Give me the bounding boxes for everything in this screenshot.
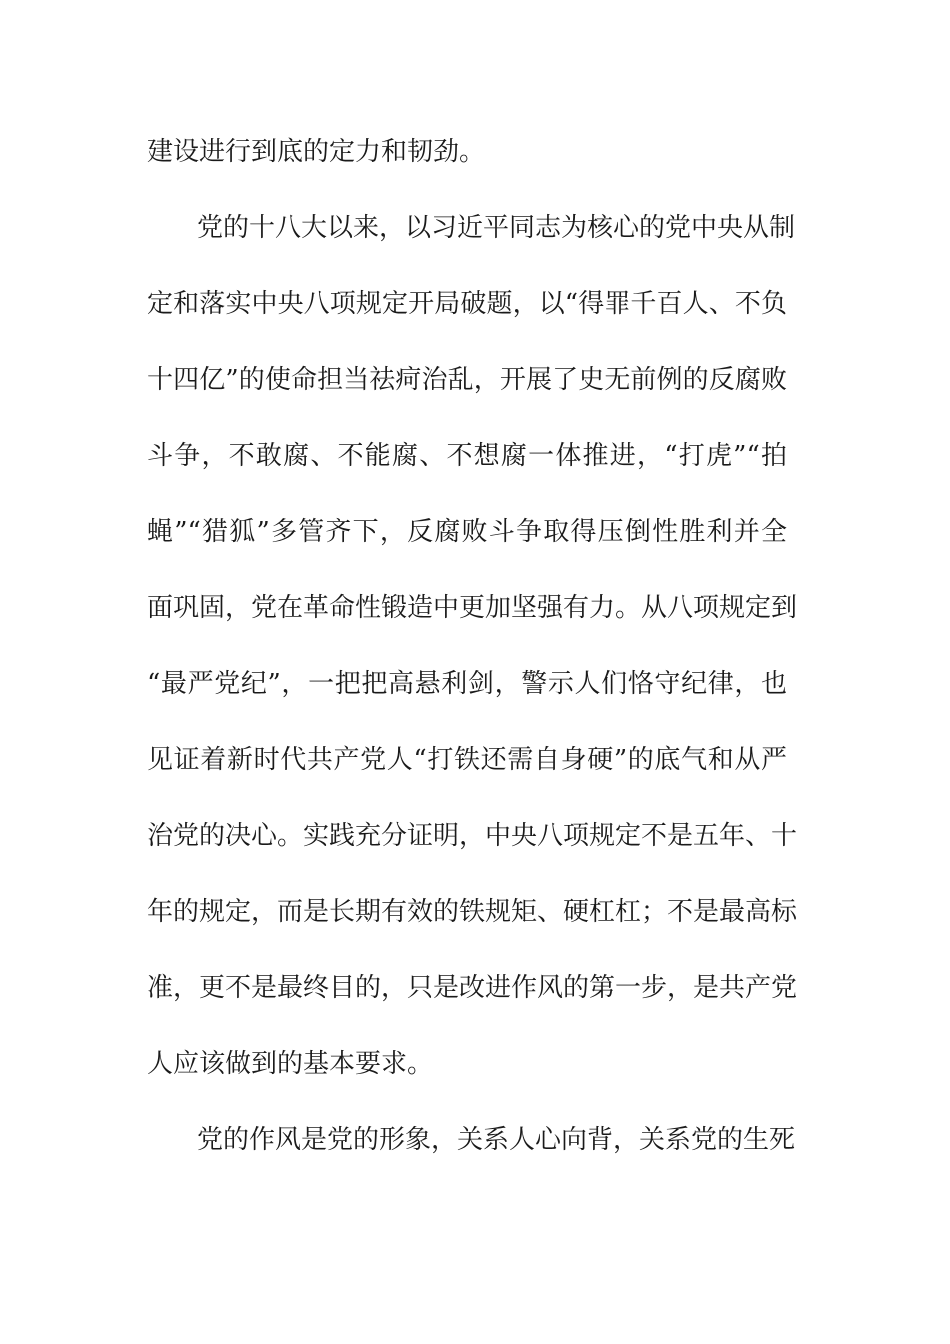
text-line: 见证着新时代共产党人“打铁还需自身硬”的底气和从严: [147, 745, 787, 775]
text-line: 定和落实中央八项规定开局破题，以“得罪千百人、不负: [147, 289, 787, 319]
text-line: “最严党纪”，一把把高悬利剑，警示人们恪守纪律，也: [147, 669, 787, 699]
paragraph-first-line: 党的十八大以来，以习近平同志为核心的党中央从制: [197, 213, 796, 243]
text-line: 治党的决心。实践充分证明，中央八项规定不是五年、十: [147, 821, 798, 851]
text-line: 蝇”“猎狐”多管齐下，反腐败斗争取得压倒性胜利并全: [147, 517, 787, 547]
paragraph-last-line: 人应该做到的基本要求。: [147, 1049, 434, 1079]
text-line: 年的规定，而是长期有效的铁规矩、硬杠杠；不是最高标: [147, 897, 798, 927]
text-line: 十四亿”的使命担当祛疴治乱，开展了史无前例的反腐败: [147, 365, 787, 395]
text-line: 建设进行到底的定力和韧劲。: [147, 137, 486, 167]
text-line: 准，更不是最终目的，只是改进作风的第一步，是共产党: [147, 973, 798, 1003]
paragraph-first-line: 党的作风是党的形象，关系人心向背，关系党的生死: [197, 1125, 796, 1155]
text-line: 斗争，不敢腐、不能腐、不想腐一体推进，“打虎”“拍: [147, 441, 787, 471]
text-line: 面巩固，党在革命性锻造中更加坚强有力。从八项规定到: [147, 593, 798, 623]
